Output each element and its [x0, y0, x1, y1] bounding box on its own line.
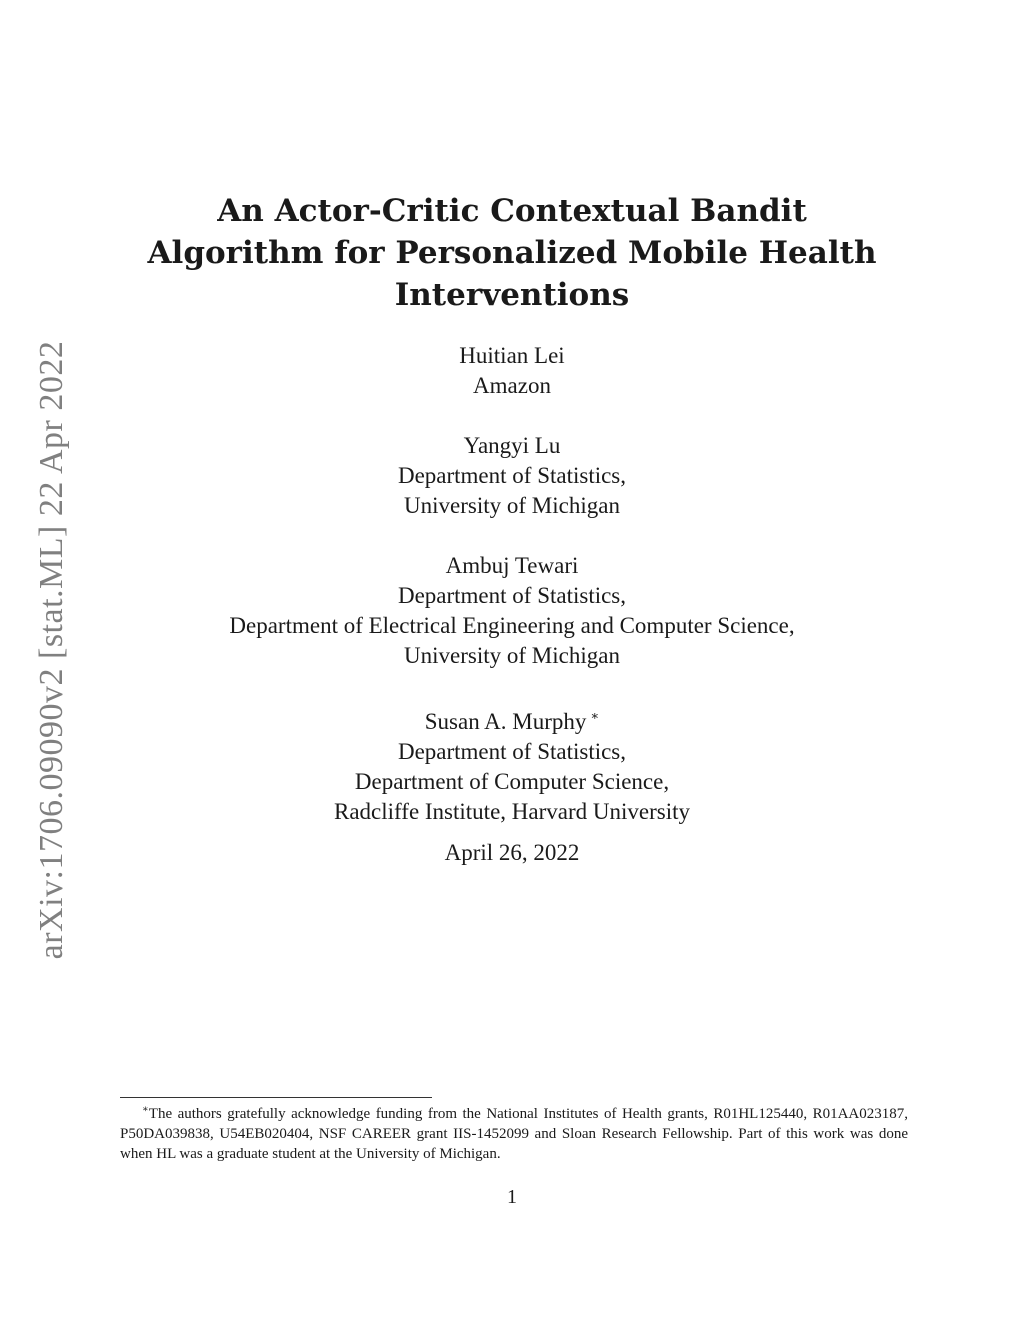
arxiv-identifier: arXiv:1706.09090v2 [stat.ML] 22 Apr 2022: [33, 340, 70, 960]
title-line-3: Interventions: [394, 277, 630, 313]
footnote-divider: [120, 1097, 432, 1098]
author-affiliation: Radcliffe Institute, Harvard University: [334, 799, 690, 824]
author-block-tewari: [0, 551, 1024, 671]
author-block-murphy: [0, 701, 1024, 827]
author-name: Yangyi Lu: [463, 433, 561, 458]
footnote-text: The authors gratefully acknowledge funding from the National Institutes of Health grants, R01HL125440, R01AA023187, P50DA039838, U54EB020404, NSF CAREER grant IIS-1452099 and Sloan Research Fellowship. Part of this work was done when HL was a graduate student at the University of Michigan.: [120, 1106, 908, 1162]
author-affiliation: Amazon: [473, 373, 551, 398]
author-block-lu: [0, 431, 1024, 521]
author-name: Susan A. Murphy: [424, 709, 587, 734]
author-affiliation: Department of Electrical Engineering and Computer Science,: [229, 613, 795, 638]
title-line-2: Algorithm for Personalized Mobile Health: [147, 235, 877, 271]
author-name: Huitian Lei: [459, 343, 565, 368]
page-number: 1: [507, 1186, 517, 1208]
footnote-mark: ∗: [142, 1104, 149, 1115]
author-affiliation: University of Michigan: [404, 643, 620, 668]
author-affiliation: University of Michigan: [404, 493, 620, 518]
footnote: [120, 1100, 908, 1164]
author-affiliation: Department of Statistics,: [397, 583, 627, 608]
author-name-line: [0, 701, 1024, 737]
author-affiliation: Department of Statistics,: [397, 739, 627, 764]
author-block-lei: [0, 341, 1024, 401]
author-affiliation: Department of Computer Science,: [354, 769, 670, 794]
author-affiliation: Department of Statistics,: [397, 463, 627, 488]
footnote-marker[interactable]: ∗: [590, 708, 600, 723]
publication-date: April 26, 2022: [444, 840, 580, 865]
title-line-1: An Actor-Critic Contextual Bandit: [217, 193, 807, 229]
paper-title: [0, 190, 1024, 316]
author-name: Ambuj Tewari: [445, 553, 579, 578]
author-list: [0, 341, 1024, 857]
